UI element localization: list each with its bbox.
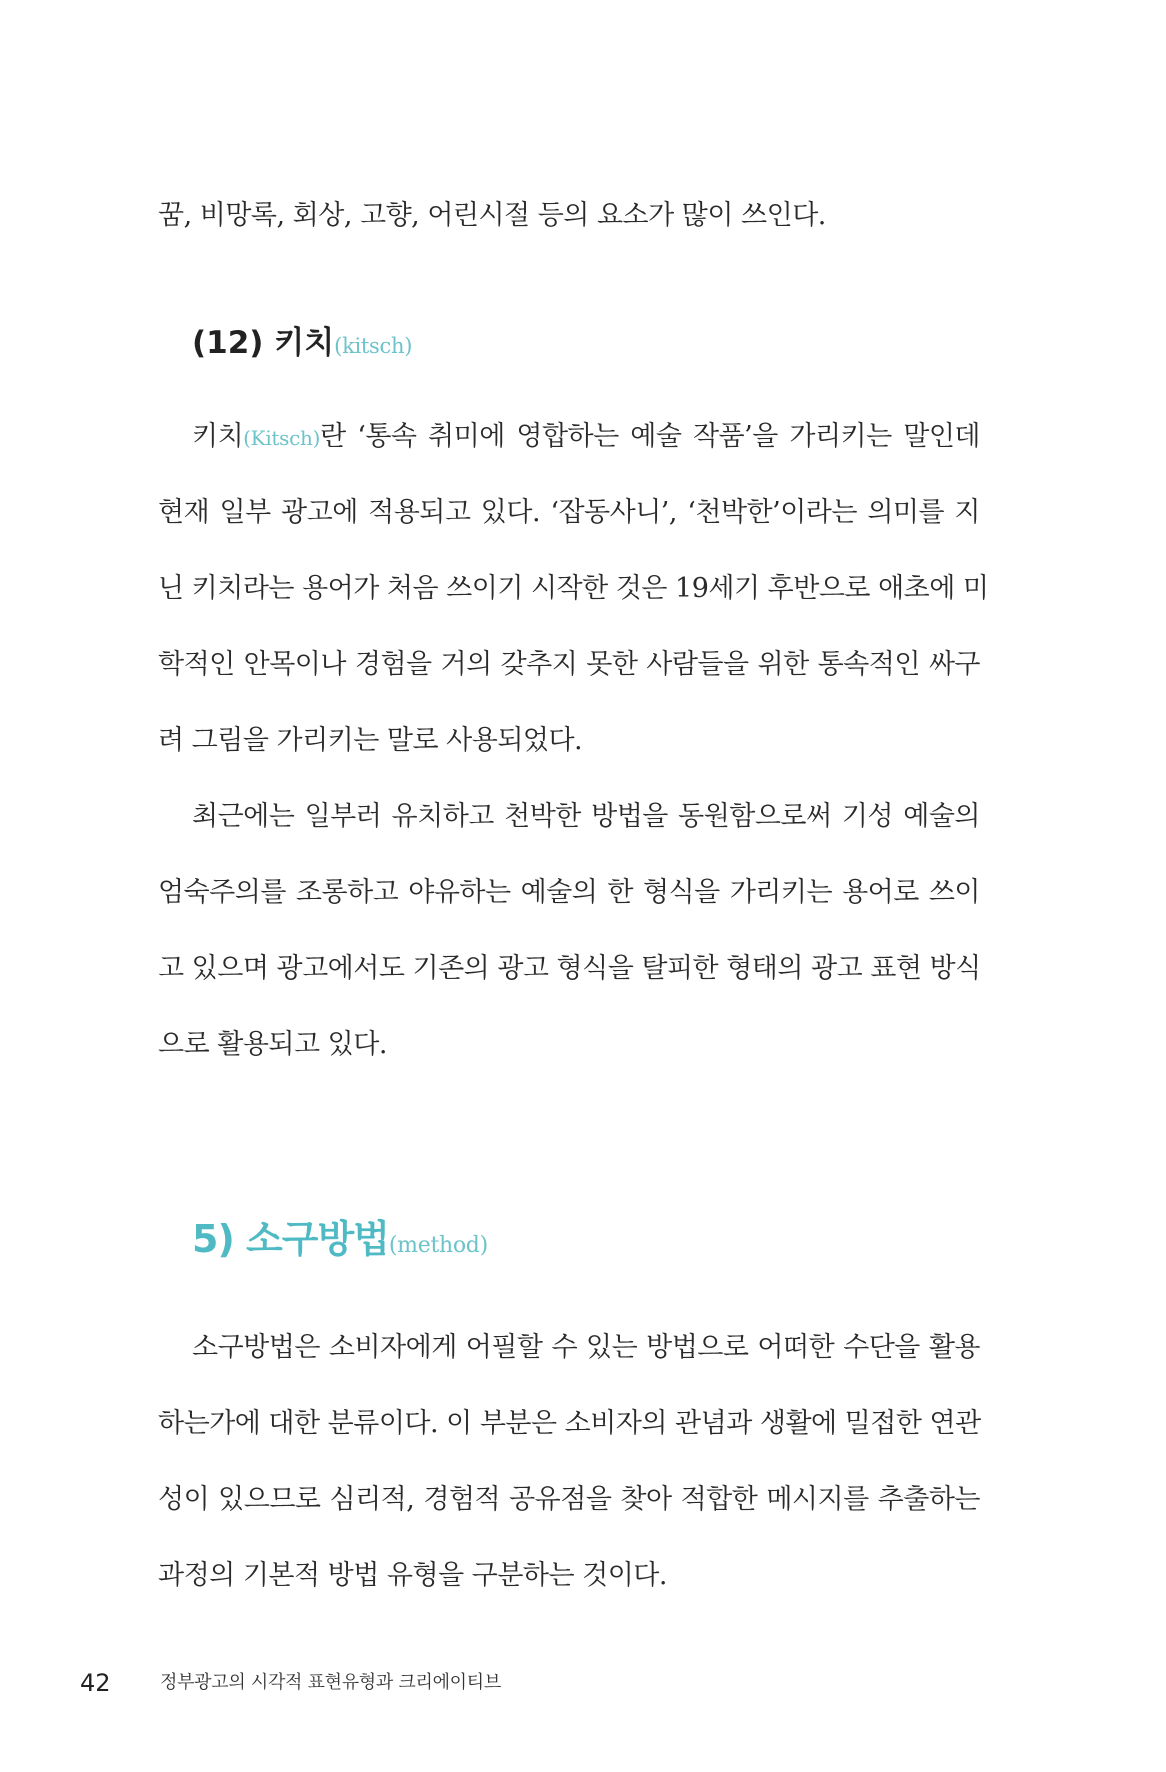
section-5-heading [192,1214,488,1271]
method-para-line3: 성이 있으므로 심리적, 경험적 공유점을 찾아 적합한 메시지를 추출하는 [158,1484,980,1515]
kitsch-para1-line5: 려 그림을 가리키는 말로 사용되었다. [158,725,583,756]
kitsch-para1-line2: 현재 일부 광고에 적용되고 있다. ‘잡동사니’, ‘천박한’이라는 의미를 지 [158,497,980,528]
method-para-line4: 과정의 기본적 방법 유형을 구분하는 것이다. [158,1560,667,1591]
method-para-line2: 하는가에 대한 분류이다. 이 부분은 소비자의 관념과 생활에 밀접한 연관 [158,1408,981,1439]
kitsch-para1-line3: 닌 키치라는 용어가 처음 쓰이기 시작한 것은 19세기 후반으로 애초에 미 [158,573,989,604]
kitsch-term-sub: (Kitsch) [243,426,321,450]
kitsch-para2-line3: 고 있으며 광고에서도 기존의 광고 형식을 탈피한 형태의 광고 표현 방식 [158,953,981,984]
section-5-heading-sub: (method) [388,1233,488,1258]
kitsch-para2-line2: 엄숙주의를 조롱하고 야유하는 예술의 한 형식을 가리키는 용어로 쓰이 [158,877,980,908]
kitsch-para2-line1: 최근에는 일부러 유치하고 천박한 방법을 동원함으로써 기성 예술의 [192,801,980,832]
section-5-heading-text: 5) 소구방법 [192,1217,389,1261]
section-12-heading [192,322,412,367]
section-12-heading-text: (12) 키치 [192,325,335,361]
method-para-line1: 소구방법은 소비자에게 어필할 수 있는 방법으로 어떠한 수단을 활용 [192,1332,980,1363]
kitsch-para1-line1-rest: 란 ‘통속 취미에 영합하는 예술 작품’을 가리키는 말인데 [320,421,980,452]
kitsch-term: 키치 [192,421,244,452]
intro-line: 꿈, 비망록, 회상, 고향, 어린시절 등의 요소가 많이 쓰인다. [158,200,826,231]
page-number: 42 [80,1669,111,1697]
kitsch-para1-line4: 학적인 안목이나 경험을 거의 갖추지 못한 사람들을 위한 통속적인 싸구 [158,649,980,680]
running-footer-title: 정부광고의 시각적 표현유형과 크리에이티브 [160,1672,501,1693]
kitsch-para1-line1 [192,417,980,458]
section-12-heading-sub: (kitsch) [334,334,413,358]
kitsch-para2-line4: 으로 활용되고 있다. [158,1029,387,1060]
